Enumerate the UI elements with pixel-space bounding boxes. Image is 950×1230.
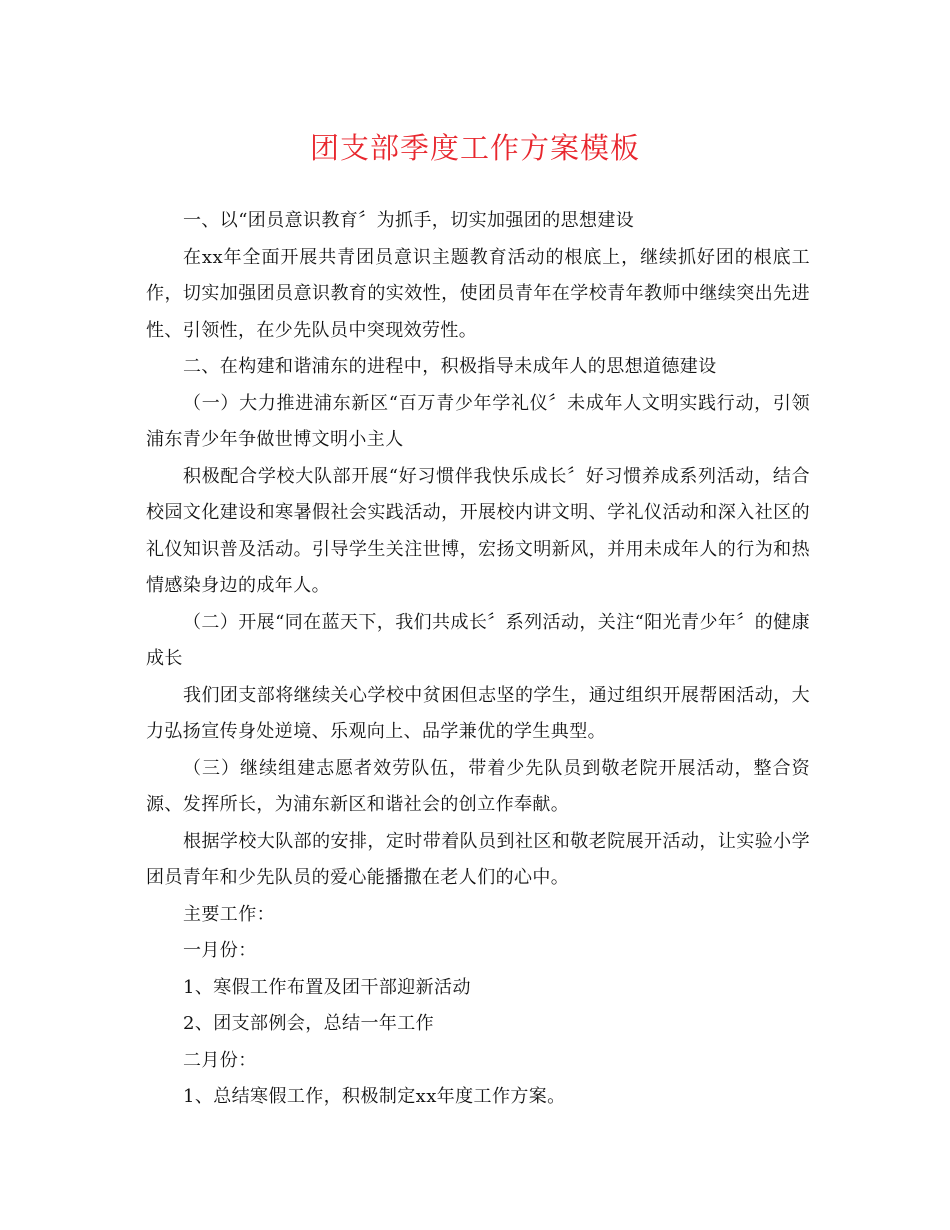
subsection-heading-1: （一）大力推进浦东新区“百万青少年学礼仪〞未成年人文明实践行动，引领浦东青少年争做世博文明小主人 [146,392,810,450]
section-heading-2: 二、在构建和谐浦东的进程中，积极指导未成年人的思想道德建设 [183,356,717,377]
paragraph: 积极配合学校大队部开展“好习惯伴我快乐成长〞好习惯养成系列活动，结合校园文化建设和寒暑假社会实践活动，开展校内讲文明、学礼仪活动和深入社区的礼仪知识普及活动。引导学生关注世博，宏扬文明新风，并用未成年人的行为和热情感染身边的成年人。 [146,465,810,596]
list-item: 1、总结寒假工作，积极制定xx年度工作方案。 [183,1086,566,1107]
main-work-heading: 主要工作： [183,903,275,925]
month-heading-february: 二月份： [183,1049,257,1071]
list-item: 1、寒假工作布置及团干部迎新活动 [183,976,471,998]
paragraph: 我们团支部将继续关心学校中贫困但志坚的学生，通过组织开展帮困活动，大力弘扬宣传身处逆境、乐观向上、品学兼优的学生典型。 [146,684,810,742]
document-title: 团支部季度工作方案模板 [309,131,640,165]
subsection-heading-2: （二）开展“同在蓝天下，我们共成长〞系列活动，关注“阳光青少年〞的健康成长 [146,611,810,669]
subsection-heading-3: （三）继续组建志愿者效劳队伍，带着少先队员到敬老院开展活动，整合资源、发挥所长，为浦东新区和谐社会的创立作奉献。 [146,757,810,815]
document-body [146,203,810,1116]
paragraph: 根据学校大队部的安排，定时带着队员到社区和敬老院展开活动，让实验小学团员青年和少先队员的爱心能播撒在老人们的心中。 [146,830,810,888]
paragraph: 在xx年全面开展共青团员意识主题教育活动的根底上，继续抓好团的根底工作，切实加强团员意识教育的实效性，使团员青年在学校青年教师中继续突出先进性、引领性，在少先队员中突现效劳性。 [146,246,810,341]
list-item: 2、团支部例会，总结一年工作 [183,1013,435,1034]
section-heading-1: 一、以“团员意识教育〞为抓手，切实加强团的思想建设 [183,210,635,231]
month-heading-january: 一月份： [183,940,257,961]
